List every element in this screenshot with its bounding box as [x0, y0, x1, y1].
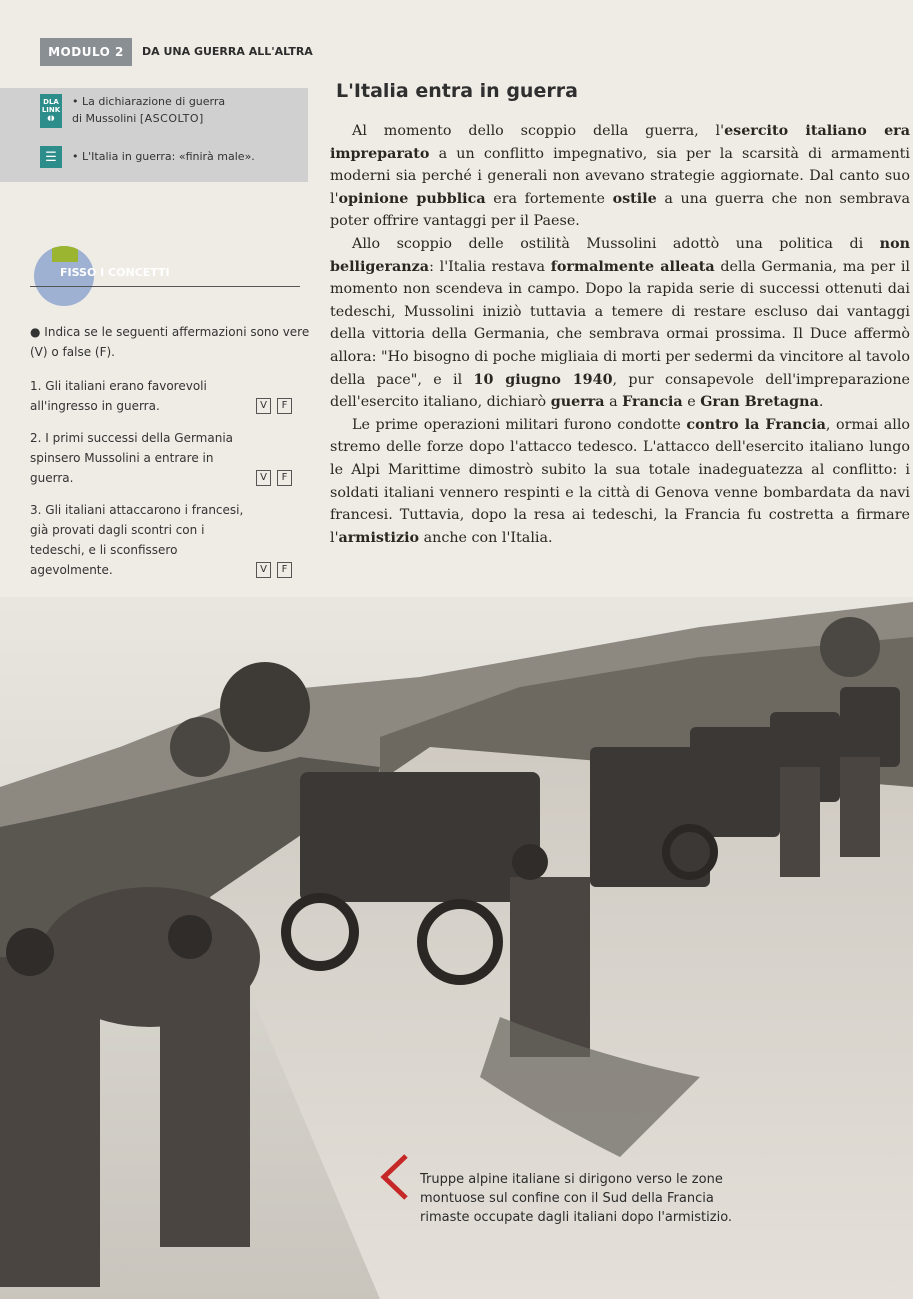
resources-box	[0, 88, 308, 182]
photo-caption: Truppe alpine italiane si dirigono verso le zone montuose sul confine con il Sud della Francia rimaste occupate dagli italiani dopo l'armistizio.	[420, 1172, 733, 1225]
keyword: guerra	[550, 394, 605, 411]
resource-audio-title-2: di Mussolini	[72, 111, 137, 125]
text: era fortemente	[485, 190, 613, 207]
text: .	[818, 394, 824, 411]
article-body	[330, 120, 910, 549]
exercise-item	[30, 500, 310, 580]
keyword: opinione pubblica	[338, 190, 486, 207]
text: Allo scoppio delle ostilità Mussolini adottò una politica di	[352, 235, 880, 252]
resource-audio[interactable]	[40, 94, 225, 128]
bullet: •	[72, 95, 82, 108]
caption-marker-icon	[380, 1154, 408, 1200]
true-checkbox[interactable]: V	[256, 398, 271, 414]
text: Al momento dello scoppio della guerra, l'	[352, 123, 725, 139]
true-checkbox[interactable]: V	[256, 470, 271, 486]
keyword: formalmente alleata	[550, 258, 715, 275]
bullet-dot-icon: ●	[30, 325, 45, 339]
keyword: Gran Bretagna	[700, 394, 819, 411]
keyword: contro la Francia	[686, 416, 826, 433]
resource-document[interactable]	[40, 146, 255, 168]
text: Le prime operazioni militari furono condotte	[352, 416, 687, 433]
exercise-statement: 1. Gli italiani erano favorevoli all'ingresso in guerra.	[30, 379, 207, 413]
text: a	[604, 394, 623, 411]
exercise-item	[30, 376, 310, 416]
module-badge: MODULO 2	[40, 38, 132, 66]
module-title: DA UNA GUERRA ALL'ALTRA	[142, 45, 313, 58]
text: , ormai allo stremo delle forze dopo l'attacco tedesco. L'attacco dell'esercito italiano lungo le Alpi Marittime dimostrò subito la sua totale inadeguatezza al conflitto: i soldati italiani vennero respinti e la città di Genova venne bombardata da navi francesi. Tuttavia, dopo la resa ai tedeschi, la Francia fu costretta a firmare l'	[330, 416, 910, 546]
article-title: L'Italia entra in guerra	[336, 80, 578, 102]
exercise-instructions: Indica se le seguenti affermazioni sono vere (V) o false (F).	[30, 325, 310, 359]
keyword: ostile	[612, 190, 657, 207]
resource-document-title: L'Italia in guerra: «finirà male».	[82, 150, 255, 163]
audio-tag: [ASCOLTO]	[139, 111, 204, 125]
audio-link-icon: DLA LINK ◖◗	[40, 94, 62, 128]
keyword: Francia	[622, 394, 683, 411]
document-icon: ☰	[40, 146, 62, 168]
fisso-title: FISSO I CONCETTI	[60, 266, 170, 279]
resource-audio-title: La dichiarazione di guerra	[82, 95, 226, 108]
paragraph	[330, 120, 910, 233]
false-checkbox[interactable]: F	[277, 470, 292, 486]
text: a una guerra che non sembrava poter offrire vantaggi per il Paese.	[330, 190, 910, 230]
false-checkbox[interactable]: F	[277, 562, 292, 578]
text: anche con l'Italia.	[419, 529, 553, 546]
text: a un conflitto impegnativo, sia per la scarsità di armamenti moderni sia perché i generali non avevano strategie aggiornate. Dal canto suo l'	[330, 145, 910, 207]
bullet: •	[72, 150, 82, 163]
text: , pur consapevole dell'impreparazione dell'esercito italiano, dichiarò	[330, 371, 910, 411]
exercise-item	[30, 428, 310, 488]
keyword: 10 giugno 1940	[473, 371, 613, 388]
exercise-statement: 2. I primi successi della Germania spinsero Mussolini a entrare in guerra.	[30, 431, 234, 485]
text: e	[682, 394, 701, 411]
exercise-statement: 3. Gli italiani attaccarono i francesi, già provati dagli scontri con i tedeschi, e li sconfissero agevolmente.	[30, 503, 244, 577]
false-checkbox[interactable]: F	[277, 398, 292, 414]
keyword: armistizio	[338, 529, 420, 546]
paragraph	[330, 233, 910, 414]
paragraph	[330, 414, 910, 550]
true-checkbox[interactable]: V	[256, 562, 271, 578]
keyword: esercito italiano era impreparato	[330, 123, 910, 162]
text: : l'Italia restava	[429, 258, 551, 275]
keyword: non belligeranza	[330, 235, 910, 275]
divider	[30, 286, 300, 287]
text: della Germania, ma per il momento non scendeva in campo. Dopo la rapida serie di successi ottenuti dai tedeschi, Mussolini iniziò tuttavia a temere di restare escluso dai vantaggi della vittoria della Germania, che sembrava ormai prossima. Il Duce affermò allora: "Ho bisogno di poche migliaia di morti per sedermi da vincitore al tavolo della pace", e il	[330, 258, 910, 388]
exercise	[30, 322, 310, 592]
